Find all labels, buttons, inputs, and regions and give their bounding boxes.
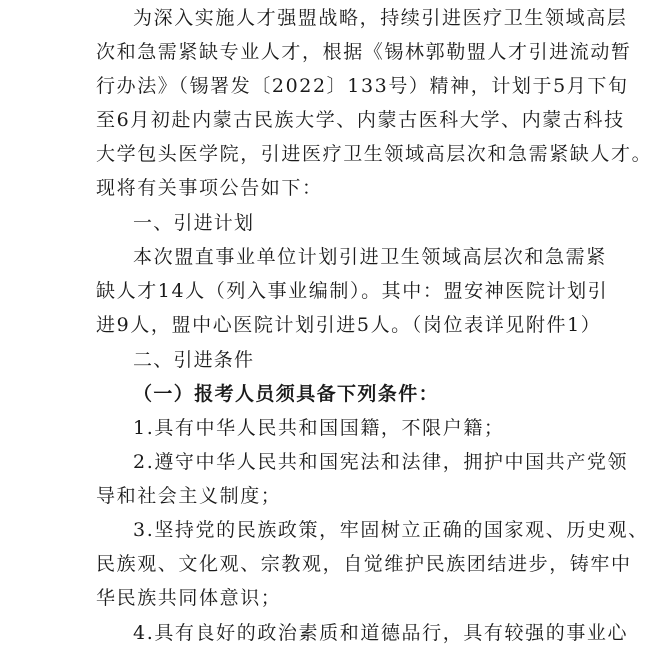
paragraph-line: 至6月初赴内蒙古民族大学、内蒙古医科大学、内蒙古科技 [96,109,625,131]
list-item: 4.具有良好的政治素质和道德品行，具有较强的事业心 [133,622,629,644]
subsection-heading: （一）报考人员须具备下列条件： [133,383,440,405]
section-heading-conditions: 二、引进条件 [133,349,255,371]
paragraph-line: 缺人才14人（列入事业编制）。其中：盟安神医院计划引 [96,280,609,302]
section-heading-plan: 一、引进计划 [133,212,255,234]
paragraph-line: 现将有关事项公告如下： [96,177,323,199]
list-item-continuation: 华民族共同体意识； [96,587,282,609]
list-item: 2.遵守中华人民共和国宪法和法律，拥护中国共产党领 [133,451,629,473]
paragraph-line: 本次盟直事业单位计划引进卫生领域高层次和急需紧 [133,246,607,268]
paragraph-line: 为深入实施人才强盟战略，持续引进医疗卫生领域高层 [133,7,628,29]
paragraph-line: 进9人，盟中心医院计划引进5人。（岗位表详见附件1） [96,314,602,336]
paragraph-line: 大学包头医学院，引进医疗卫生领域高层次和急需紧缺人才。 [96,143,653,165]
paragraph-line: 行办法》（锡署发〔2022〕133号）精神，计划于5月下旬 [96,75,629,97]
paragraph-line: 次和急需紧缺专业人才，根据《锡林郭勒盟人才引进流动暂 [96,41,632,63]
list-item: 3.坚持党的民族政策，牢固树立正确的国家观、历史观、 [133,519,649,541]
list-item-continuation: 民族观、文化观、宗教观，自觉维护民族团结进步，铸牢中 [96,553,632,575]
list-item-continuation: 导和社会主义制度； [96,485,282,507]
list-item: 1.具有中华人民共和国国籍，不限户籍； [133,417,505,439]
